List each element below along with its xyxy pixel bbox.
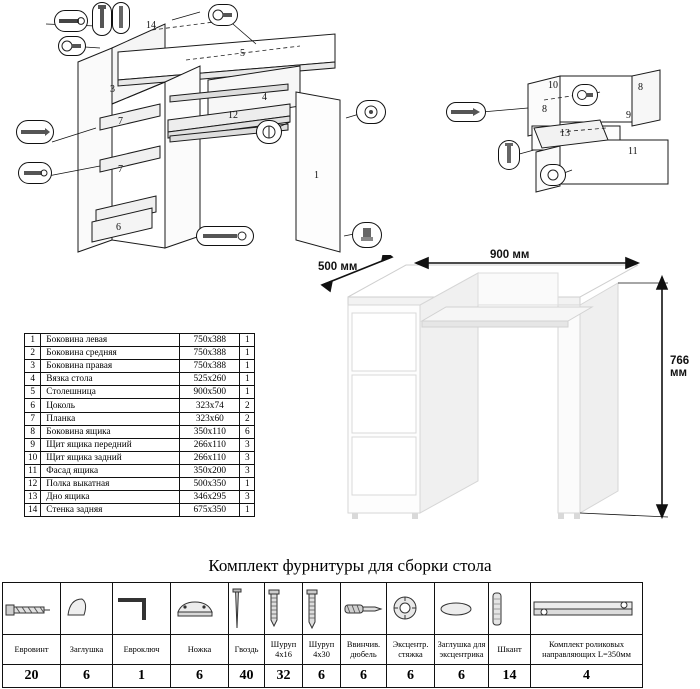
hardware-qty: 20 [3,665,61,688]
width-dimension-label: 900 мм [490,249,530,261]
hardware-qty: 6 [61,665,113,688]
part-qty: 3 [240,451,255,464]
part-number-label: 14 [146,20,156,31]
hardware-name: Евровинт [3,635,61,665]
hardware-callout [540,164,566,186]
part-qty: 2 [240,412,255,425]
drawer-slide-icon [532,596,636,622]
part-number-label: 13 [560,128,570,139]
hardware-callout [572,84,598,106]
hardware-name: Эксцентр. стяжка [387,635,435,665]
exploded-drawing-svg [0,0,700,270]
part-index: 7 [25,412,41,425]
hardware-cell-screw-4x16 [265,583,303,635]
hardware-cell-eurobolt [3,583,61,635]
part-name: Цоколь [41,399,180,412]
screw-4x30-icon [304,587,320,631]
part-dim: 346х295 [180,491,240,504]
part-number-label: 1 [314,170,319,181]
part-index: 8 [25,425,41,438]
hardware-cell-nail [229,583,265,635]
hardware-callout [18,162,52,184]
part-number-label: 6 [116,222,121,233]
hardware-callout [208,4,238,26]
hardware-qty: 6 [341,665,387,688]
hardware-name: Евроключ [113,635,171,665]
allen-key-icon [114,594,154,624]
part-index: 6 [25,399,41,412]
cap-plug-icon [62,595,90,623]
part-qty: 3 [240,438,255,451]
cam-cover-icon [436,599,476,619]
hardware-qty: 6 [387,665,435,688]
table-row [25,425,255,438]
table-row [25,360,255,373]
hardware-cell-screw-4x30 [303,583,341,635]
hardware-qty: 6 [435,665,489,688]
part-number-label: 12 [228,110,238,121]
height-dimension-label: 766 мм [670,355,690,379]
table-row [25,464,255,477]
parts-table [24,333,255,517]
part-dim: 675х350 [180,504,240,517]
hardware-callout [356,100,386,124]
part-number-label: 11 [628,146,638,157]
hardware-name: Шкант [489,635,531,665]
part-dim: 750х388 [180,360,240,373]
hardware-callout [256,120,282,144]
hardware-cell-drawer-slide [531,583,643,635]
hardware-name: Шуруп 4х16 [265,635,303,665]
hardware-names-row [3,635,643,665]
table-row [25,504,255,517]
part-dim: 900х500 [180,386,240,399]
hardware-callout [112,2,130,34]
hardware-cell-cam-cover [435,583,489,635]
hardware-name: Комплект роликовых направляющих L=350мм [531,635,643,665]
part-qty: 1 [240,360,255,373]
cam-lock-icon [388,594,422,624]
part-name: Боковина правая [41,360,180,373]
part-dim: 750х388 [180,334,240,347]
hardware-qty: 4 [531,665,643,688]
hardware-callout [92,2,112,36]
table-row [25,491,255,504]
part-index: 3 [25,360,41,373]
part-number-label: 7 [118,116,123,127]
part-index: 2 [25,347,41,360]
hardware-callout [352,222,382,248]
hardware-cell-leg [171,583,229,635]
part-index: 9 [25,438,41,451]
hardware-cell-allen-key [113,583,171,635]
hardware-quantities-row [3,665,643,688]
part-number-label: 4 [262,92,267,103]
part-name: Планка [41,412,180,425]
leg-icon [172,596,218,622]
part-dim: 323х74 [180,399,240,412]
table-row [25,386,255,399]
part-index: 10 [25,451,41,464]
part-name: Полка выкатная [41,478,180,491]
part-qty: 1 [240,386,255,399]
hardware-name: Заглушка для эксцентрика [435,635,489,665]
nail-icon [230,587,244,631]
hardware-qty: 6 [303,665,341,688]
hardware-callout [196,226,254,246]
hardware-name: Гвоздь [229,635,265,665]
part-dim: 750х388 [180,347,240,360]
hardware-callout [446,102,486,122]
hardware-cell-cap-plug [61,583,113,635]
part-dim: 500х350 [180,478,240,491]
part-index: 14 [25,504,41,517]
part-index: 4 [25,373,41,386]
table-row [25,412,255,425]
table-row [25,478,255,491]
hardware-qty: 32 [265,665,303,688]
hardware-name: Ввинчив. дюбель [341,635,387,665]
part-qty: 1 [240,373,255,386]
part-qty: 2 [240,399,255,412]
depth-dimension-label: 500 мм [318,261,358,273]
part-number-label: 3 [110,84,115,95]
part-qty: 1 [240,504,255,517]
part-name: Дно ящика [41,491,180,504]
part-name: Столешница [41,386,180,399]
table-row [25,399,255,412]
hardware-callout [498,140,520,170]
part-dim: 266х110 [180,438,240,451]
hardware-cell-screw-in-dowel [341,583,387,635]
hardware-kit-table [2,582,643,688]
table-row [25,347,255,360]
table-row [25,438,255,451]
screw-4x16-icon [266,587,282,631]
table-row [25,451,255,464]
part-name: Щит ящика задний [41,451,180,464]
finished-desk-render [300,249,700,555]
hardware-kit-title: Комплект фурнитуры для сборки стола [208,556,492,575]
desk-render-svg [300,255,700,555]
part-number-label: 10 [548,80,558,91]
table-row [25,373,255,386]
part-qty: 6 [240,425,255,438]
part-index: 12 [25,478,41,491]
part-name: Фасад ящика [41,464,180,477]
part-number-label: 8 [542,104,547,115]
part-dim: 350х200 [180,464,240,477]
part-qty: 3 [240,491,255,504]
part-dim: 525х260 [180,373,240,386]
part-index: 11 [25,464,41,477]
part-dim: 323х60 [180,412,240,425]
part-qty: 1 [240,478,255,491]
part-index: 5 [25,386,41,399]
hardware-callout [16,120,54,144]
hardware-qty: 14 [489,665,531,688]
hardware-name: Заглушка [61,635,113,665]
hardware-callout [54,10,88,32]
part-dim: 266х110 [180,451,240,464]
part-dim: 350х110 [180,425,240,438]
part-name: Боковина ящика [41,425,180,438]
hardware-name: Шуруп 4х30 [303,635,341,665]
part-qty: 1 [240,347,255,360]
part-index: 1 [25,334,41,347]
part-name: Вязка стола [41,373,180,386]
part-qty: 1 [240,334,255,347]
hardware-qty: 6 [171,665,229,688]
hardware-callout [58,36,86,56]
part-index: 13 [25,491,41,504]
table-row [25,334,255,347]
part-number-label: 8 [638,82,643,93]
part-name: Щит ящика передний [41,438,180,451]
hardware-cell-dowel [489,583,531,635]
exploded-assembly-diagram [0,0,700,270]
screw-in-dowel-icon [342,597,384,621]
hardware-qty: 1 [113,665,171,688]
hardware-name: Ножка [171,635,229,665]
part-name: Боковина средняя [41,347,180,360]
part-number-label: 9 [626,110,631,121]
part-number-label: 7 [118,164,123,175]
hardware-icons-row [3,583,643,635]
part-name: Боковина левая [41,334,180,347]
part-qty: 3 [240,464,255,477]
hardware-qty: 40 [229,665,265,688]
part-number-label: 5 [240,48,245,59]
eurobolt-icon [4,597,54,621]
hardware-cell-cam-lock [387,583,435,635]
part-name: Стенка задняя [41,504,180,517]
dowel-icon [490,590,504,628]
